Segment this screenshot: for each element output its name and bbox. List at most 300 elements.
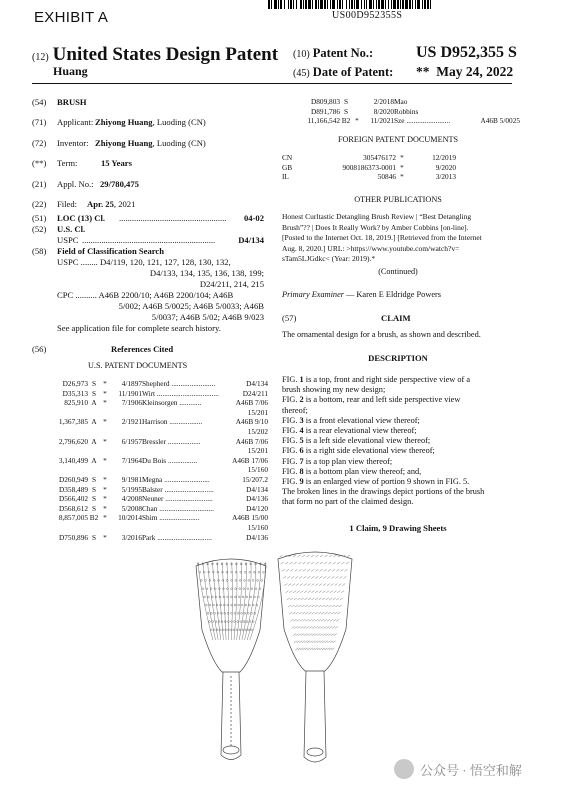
bristle-tip xyxy=(242,629,244,631)
bristle-mark xyxy=(334,634,337,636)
bristle-mark xyxy=(317,634,320,636)
table-cell xyxy=(110,408,142,418)
table-cell: 50846 xyxy=(377,172,396,182)
bristle-mark xyxy=(346,562,349,564)
field-location: , 2021 xyxy=(113,199,136,209)
code-58: (58) xyxy=(32,246,47,256)
publication-line: Aug. 8, 2020.] URL: >https://www.youtube.com/watch?v= xyxy=(282,243,460,253)
bristle-mark xyxy=(323,576,326,578)
bristle-mark xyxy=(315,598,318,600)
bristle-tip xyxy=(238,604,240,606)
table-cell: A46B 17/06 xyxy=(232,455,268,465)
reference-row xyxy=(46,437,268,447)
other-pubs-heading: OTHER PUBLICATIONS xyxy=(354,195,442,204)
bristle-mark xyxy=(300,619,303,621)
code-51: (51) xyxy=(32,213,47,223)
table-cell: D4/134 xyxy=(246,484,268,494)
bristle-mark xyxy=(321,619,324,621)
bristle-mark xyxy=(329,598,332,600)
table-cell: 15/201 xyxy=(247,407,268,417)
table-cell xyxy=(478,107,520,117)
field-code: (22) xyxy=(32,199,47,209)
bristle-tip xyxy=(239,588,241,590)
bristle-mark xyxy=(325,555,328,557)
table-cell: 8/2020 xyxy=(373,106,394,116)
patent-date xyxy=(416,64,513,80)
table-cell xyxy=(142,427,226,437)
bristle-mark xyxy=(327,576,330,578)
figure-number: 3 xyxy=(299,415,304,425)
table-cell: 305476172 xyxy=(363,153,396,162)
field-location: , Luoding (CN) xyxy=(152,117,206,127)
bristle-mark xyxy=(337,612,340,614)
field-term xyxy=(32,158,132,169)
bristle-mark xyxy=(343,576,346,578)
bristle-tip xyxy=(205,604,207,606)
bristle-mark xyxy=(315,591,318,593)
bristle-tip xyxy=(247,612,249,614)
table-cell xyxy=(46,523,88,533)
bristle-mark xyxy=(330,641,333,643)
search-line: See application file for complete search history. xyxy=(57,323,221,333)
bristle-mark xyxy=(306,619,309,621)
bristle-row xyxy=(217,562,223,640)
bristle-tip xyxy=(231,596,233,598)
bristle-mark xyxy=(287,598,290,600)
table-cell: A46B 15/00 xyxy=(232,513,268,523)
table-cell xyxy=(46,446,88,456)
bristle-mark xyxy=(302,562,305,564)
patent-date-line xyxy=(293,64,514,80)
bristle-mark xyxy=(333,562,336,564)
table-cell: 5/2008 xyxy=(121,503,142,513)
table-cell: S xyxy=(91,484,97,494)
bristle-mark xyxy=(302,641,305,643)
bristle-tip xyxy=(207,612,209,614)
table-cell xyxy=(110,523,142,533)
bristle-tip xyxy=(234,612,236,614)
field-code: (54) xyxy=(32,97,47,107)
handle-end xyxy=(223,746,239,754)
table-cell: * xyxy=(103,379,107,388)
bristle-tip xyxy=(202,588,204,590)
bristle-mark xyxy=(299,641,302,643)
table-cell: D568,612 xyxy=(59,503,88,513)
field-value: Zhiyong Huang, Luoding (CN) xyxy=(95,138,206,148)
bristle-mark xyxy=(319,591,322,593)
bristle-mark xyxy=(298,605,301,607)
claim-title: CLAIM xyxy=(381,313,411,323)
claims-summary: 1 Claim, 9 Drawing Sheets xyxy=(349,523,447,533)
figure-number: 1 xyxy=(299,375,304,384)
examiner-line xyxy=(282,290,514,300)
bristle-mark xyxy=(331,612,334,614)
bristle-mark xyxy=(336,569,339,571)
bristle-tip xyxy=(205,580,207,582)
bristle-mark xyxy=(322,598,325,600)
table-cell: B2 xyxy=(341,116,351,126)
bristle-mark xyxy=(329,555,332,557)
bristle-mark xyxy=(331,634,334,636)
bristle-mark xyxy=(307,634,310,636)
bristle-mark xyxy=(281,562,284,564)
claim-text: The ornamental design for a brush, as shown and described. xyxy=(282,330,481,339)
bristle-mark xyxy=(311,591,314,593)
table-cell xyxy=(142,446,226,456)
patent-number-label: Patent No.: xyxy=(312,46,374,60)
table-cell: * xyxy=(103,532,107,542)
bristle-mark xyxy=(304,591,307,593)
bristle-tip xyxy=(240,621,242,623)
table-cell: Neuner .......................... xyxy=(142,494,213,504)
table-cell: 8,857,005 xyxy=(58,513,88,523)
reference-row xyxy=(46,417,268,427)
bristle-tip xyxy=(255,588,257,590)
table-cell: 11/2021 xyxy=(370,116,394,126)
description-line: that form no part of the claimed design. xyxy=(282,497,414,507)
patent-number: US D952,355 S xyxy=(416,44,517,61)
bristle-mark xyxy=(309,634,312,636)
table-cell: * xyxy=(400,162,404,172)
table-cell: A46B 7/06 xyxy=(235,398,268,408)
bristle-mark xyxy=(332,626,335,628)
figure-number: 2 xyxy=(299,395,304,405)
bristle-mark xyxy=(301,634,304,636)
search-line: 5/0037; A46B 5/02; A46B 9/023 xyxy=(151,312,264,322)
bristle-mark xyxy=(311,569,314,571)
bristle-mark xyxy=(329,605,332,607)
examiner-label: Primary Examiner xyxy=(282,290,344,299)
bristle-row xyxy=(227,562,229,640)
bristle-mark xyxy=(293,555,296,557)
bristle-tip xyxy=(249,571,251,573)
bristle-mark xyxy=(342,584,345,586)
table-cell: * xyxy=(103,398,107,408)
table-cell: CN xyxy=(282,153,293,162)
bristle-mark xyxy=(280,555,283,557)
bristle-mark xyxy=(298,555,301,557)
bristle-tip xyxy=(234,604,236,606)
bristle-mark xyxy=(337,562,340,564)
table-cell xyxy=(88,465,100,475)
table-cell: S xyxy=(91,474,97,484)
bristle-mark xyxy=(299,569,302,571)
table-cell: 15/160 xyxy=(247,465,268,475)
table-cell: 11,166,542 xyxy=(307,116,340,126)
table-cell xyxy=(352,97,362,107)
bristle-mark xyxy=(323,591,326,593)
search-line: USPC ........ D4/119, 120, 121, 127, 128, 130, 132, xyxy=(57,257,231,267)
bristle-mark xyxy=(328,569,331,571)
foreign-row xyxy=(282,172,456,182)
bristle-mark xyxy=(333,641,336,643)
bristle-tip xyxy=(209,604,211,606)
bristle-mark xyxy=(324,619,327,621)
table-cell: Shim ...................... xyxy=(142,513,200,523)
bristle-mark xyxy=(327,584,330,586)
bristle-mark xyxy=(329,626,332,628)
table-cell: GB xyxy=(282,162,293,172)
figure-number: 4 xyxy=(299,426,304,436)
bristle-mark xyxy=(305,612,308,614)
bristle-mark xyxy=(325,612,328,614)
bristle-mark xyxy=(323,634,326,636)
reference-row xyxy=(46,533,268,543)
bristle-mark xyxy=(326,598,329,600)
table-cell xyxy=(100,408,110,418)
patent-number-line xyxy=(293,44,517,61)
bristle-row xyxy=(234,562,237,640)
bristle-mark xyxy=(295,626,298,628)
bristle-mark xyxy=(292,584,295,586)
table-cell xyxy=(100,427,110,437)
bristle-mark xyxy=(295,576,298,578)
bristle-mark xyxy=(300,591,303,593)
table-cell: D891,786 xyxy=(311,106,340,116)
bristle-mark xyxy=(293,591,296,593)
bristle-mark xyxy=(325,605,328,607)
field-value: Zhiyong Huang, Luoding (CN) xyxy=(95,117,206,127)
table-cell: 9008186373-0001 xyxy=(342,162,396,172)
bristle-mark xyxy=(312,641,315,643)
reference-row xyxy=(296,97,520,107)
table-cell xyxy=(46,427,88,437)
field-value: 29/780,475 xyxy=(100,179,139,189)
table-cell xyxy=(352,107,362,117)
bristle-tip xyxy=(248,629,250,631)
table-cell: A xyxy=(91,436,97,446)
bristle-mark xyxy=(299,576,302,578)
bristle-mark xyxy=(306,626,309,628)
bristle-mark xyxy=(305,598,308,600)
bristle-mark xyxy=(289,562,292,564)
bristle-mark xyxy=(321,626,324,628)
uspc-label: USPC xyxy=(57,235,79,245)
table-cell: 15/201 xyxy=(247,446,268,456)
bristle-mark xyxy=(303,619,306,621)
bristle-mark xyxy=(333,598,336,600)
table-cell: S xyxy=(91,494,97,504)
uspc-value: D4/134 xyxy=(238,235,264,245)
bristle-tip xyxy=(258,571,260,573)
bristle-mark xyxy=(293,634,296,636)
table-cell: Robbins xyxy=(394,106,419,116)
bristle-tip xyxy=(210,612,212,614)
reference-row xyxy=(46,389,268,399)
table-cell: Shepherd ........................ xyxy=(142,379,216,388)
date-value: May 24, 2022 xyxy=(436,64,514,79)
watermark-text: 公众号 · 悟空和解 xyxy=(420,762,522,778)
field-applicant xyxy=(32,117,206,128)
loc-label: LOC (13) Cl. xyxy=(57,213,105,223)
bristle-mark xyxy=(328,634,331,636)
field-code: (21) xyxy=(32,179,47,189)
table-cell: 1,367,385 xyxy=(58,417,88,427)
bristle-mark xyxy=(309,619,312,621)
bristle-mark xyxy=(294,641,297,643)
bristle-tip xyxy=(249,604,251,606)
table-cell xyxy=(110,465,142,475)
table-cell: Park .............................. xyxy=(142,532,212,542)
bristle-mark xyxy=(285,562,288,564)
bristle-tip xyxy=(251,588,253,590)
table-cell: D4/134 xyxy=(246,379,268,388)
table-cell: 2/2018 xyxy=(373,97,394,106)
bristle-mark xyxy=(317,641,320,643)
code-56: (56) xyxy=(32,344,47,354)
bristle-tip xyxy=(244,580,246,582)
code-52: (52) xyxy=(32,224,47,234)
bristle-mark xyxy=(288,605,291,607)
figure-number: 6 xyxy=(299,446,304,456)
bristle-mark xyxy=(347,555,350,557)
table-cell: A xyxy=(91,455,97,465)
description-line: FIG. 1 is a top, front and right side perspective view of a xyxy=(282,375,471,384)
table-cell: * xyxy=(103,513,107,523)
bristle-mark xyxy=(307,555,310,557)
bristle-tip xyxy=(243,588,245,590)
search-line: 5/002; A46B 5/0025; A46B 5/0033; A46B xyxy=(118,301,264,311)
table-cell xyxy=(88,523,100,533)
bristle-mark xyxy=(290,569,293,571)
bristle-mark xyxy=(307,641,310,643)
bristle-row xyxy=(212,562,220,640)
field-value: 15 Years xyxy=(101,158,132,168)
figure-number: 5 xyxy=(299,436,304,446)
claim-heading xyxy=(282,313,514,323)
references-title: References Cited xyxy=(111,344,174,354)
bristle-mark xyxy=(296,584,299,586)
bristle-mark xyxy=(291,576,294,578)
bristle-mark xyxy=(311,584,314,586)
bristle-mark xyxy=(290,598,293,600)
bristle-mark xyxy=(326,591,329,593)
bristle-mark xyxy=(334,591,337,593)
publication-line: Honest Curltastic Detangling Brush Review | “Best Detangling xyxy=(282,212,472,221)
bristle-row xyxy=(239,562,246,640)
table-cell: 825,910 xyxy=(64,398,88,408)
bristle-mark xyxy=(309,626,312,628)
table-cell: 7/1964 xyxy=(121,455,142,465)
bristle-mark xyxy=(289,612,292,614)
bristle-mark xyxy=(307,569,310,571)
table-cell xyxy=(110,446,142,456)
brush-front-view xyxy=(190,550,272,790)
bristle-tip xyxy=(245,629,247,631)
figure-number: 8 xyxy=(299,466,304,476)
bristle-tip xyxy=(243,621,245,623)
description-line: FIG. 8 is a bottom plan view thereof; and, xyxy=(282,466,422,476)
bristle-tip xyxy=(263,571,265,573)
description-heading: DESCRIPTION xyxy=(368,353,428,363)
bristle-mark xyxy=(308,584,311,586)
bristle-mark xyxy=(315,619,318,621)
bristle-mark xyxy=(324,569,327,571)
bristle-tip xyxy=(231,604,233,606)
bristle-row xyxy=(198,562,213,640)
bristle-tip xyxy=(259,588,261,590)
bristle-mark xyxy=(318,626,321,628)
table-cell: A xyxy=(91,398,97,408)
table-cell: Chan .............................. xyxy=(142,503,214,513)
bristle-tip xyxy=(249,621,251,623)
reference-row xyxy=(46,504,268,514)
uspc-dots: .............................................................. xyxy=(82,235,216,245)
bristle-mark xyxy=(322,641,325,643)
table-cell: D750,896 xyxy=(59,532,88,542)
table-cell: * xyxy=(103,436,107,446)
table-cell: * xyxy=(103,455,107,465)
bristle-mark xyxy=(338,584,341,586)
bristle-mark xyxy=(303,576,306,578)
bristle-mark xyxy=(295,569,298,571)
field-inventor xyxy=(32,138,206,149)
table-cell: * xyxy=(103,494,107,504)
bristle-mark xyxy=(328,641,331,643)
table-cell xyxy=(142,523,226,533)
bristle-mark xyxy=(331,584,334,586)
table-cell xyxy=(110,427,142,437)
table-cell: A46B 7/06 xyxy=(235,436,268,446)
bristle-mark xyxy=(335,576,338,578)
table-cell: 3/2013 xyxy=(435,172,456,182)
bristle-mark xyxy=(307,576,310,578)
bristle-mark xyxy=(345,569,348,571)
bristle-tip xyxy=(231,629,233,631)
bristle-mark xyxy=(294,562,297,564)
table-cell: IL xyxy=(282,172,289,182)
table-cell xyxy=(478,97,520,107)
table-cell: S xyxy=(343,106,349,116)
bristle-mark xyxy=(304,584,307,586)
bristle-tip xyxy=(234,596,236,598)
bristle-tip xyxy=(244,571,246,573)
bristle-mark xyxy=(320,634,323,636)
brush-head-outline xyxy=(196,559,266,672)
wechat-icon xyxy=(394,759,414,779)
bristle-mark xyxy=(286,569,289,571)
bristle-mark xyxy=(315,626,318,628)
bristle-mark xyxy=(315,641,318,643)
reference-row xyxy=(296,107,520,117)
bristle-tip xyxy=(235,588,237,590)
table-cell: Balster ........................... xyxy=(142,484,214,494)
bristle-mark xyxy=(315,605,318,607)
reference-row xyxy=(46,523,268,533)
table-cell: Bressler .................. xyxy=(142,436,201,446)
search-line: D4/133, 134, 135, 136, 138, 199; xyxy=(149,268,264,278)
field-code: (**) xyxy=(32,158,47,168)
table-cell: * xyxy=(103,417,107,427)
table-cell: A46B 5/0025 xyxy=(480,116,520,126)
description-line: FIG. 2 is a bottom, rear and left side perspective view xyxy=(282,395,461,405)
bristle-row xyxy=(237,562,242,640)
table-cell: D566,402 xyxy=(59,494,88,504)
references-heading xyxy=(32,344,264,355)
bristle-mark xyxy=(284,584,287,586)
bristle-mark xyxy=(315,569,318,571)
bristle-mark xyxy=(315,612,318,614)
bristle-tip xyxy=(251,629,253,631)
bristle-mark xyxy=(318,612,321,614)
date-prefix: ** xyxy=(416,64,430,79)
bristle-mark xyxy=(330,619,333,621)
brush-rear-view xyxy=(270,545,360,790)
bristle-mark xyxy=(311,562,314,564)
bristle-mark xyxy=(328,612,331,614)
bristle-mark xyxy=(326,634,329,636)
bristle-tip xyxy=(246,596,248,598)
